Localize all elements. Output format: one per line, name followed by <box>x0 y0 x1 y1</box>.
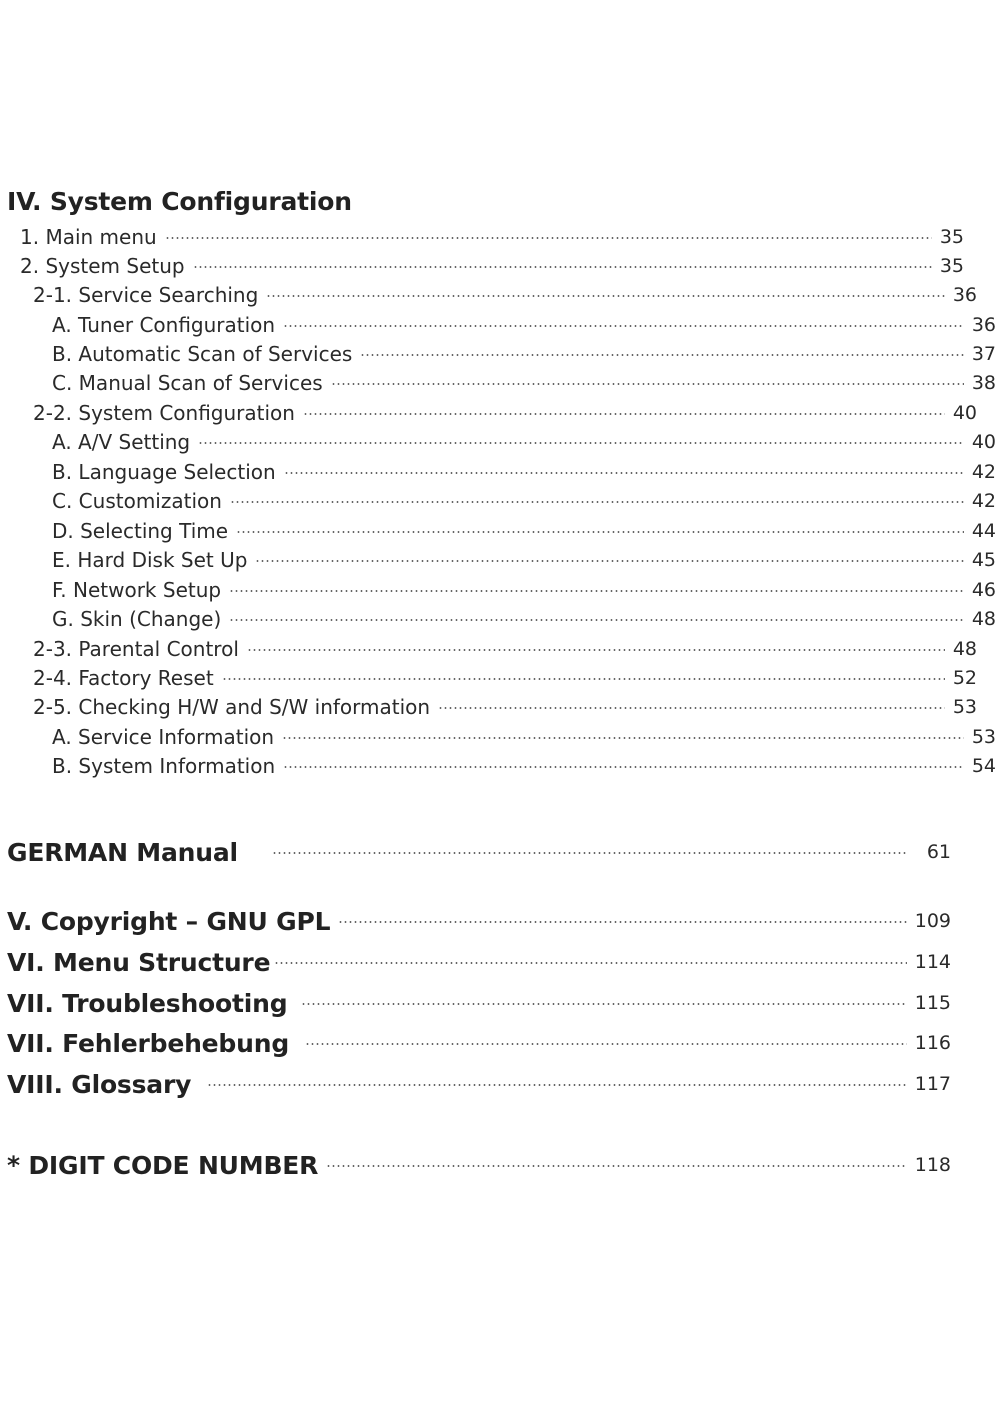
section-heading: IV. System Configuration <box>7 187 352 216</box>
dot-leader <box>331 383 964 385</box>
toc-entry-page: 35 <box>939 254 964 277</box>
toc-entry-page: 114 <box>914 951 951 973</box>
dot-leader <box>230 501 964 503</box>
toc-entry-page: 118 <box>914 1154 951 1176</box>
toc-major-entry[interactable] <box>0 1147 951 1183</box>
toc-entry-label: A. Service Information <box>52 724 275 749</box>
toc-entry-page: 35 <box>939 225 964 248</box>
toc-entry-label: D. Selecting Time <box>52 518 229 543</box>
toc-entry[interactable] <box>0 516 996 545</box>
toc-entry-label: G. Skin (Change) <box>52 606 222 631</box>
toc-entry-page: 36 <box>971 313 996 336</box>
toc-entry-page: 52 <box>952 666 977 689</box>
toc-major-entry[interactable] <box>0 985 951 1021</box>
toc-entry-label: F. Network Setup <box>52 577 222 602</box>
dot-leader <box>247 649 945 651</box>
toc-entry-label: A. Tuner Configuration <box>52 312 276 337</box>
toc-entry-label: 2-4. Factory Reset <box>33 665 214 690</box>
toc-major-entry[interactable] <box>0 944 951 980</box>
toc-entry-label: B. System Information <box>52 753 276 778</box>
toc-entry-page: 36 <box>952 283 977 306</box>
dot-leader <box>272 852 907 854</box>
toc-entry-page: 48 <box>952 637 977 660</box>
toc-entry[interactable] <box>0 575 996 604</box>
dot-leader <box>326 1165 907 1167</box>
toc-entry-label: 2-3. Parental Control <box>33 636 239 661</box>
dot-leader <box>438 707 945 709</box>
dot-leader <box>222 678 945 680</box>
toc-entry[interactable] <box>0 634 977 663</box>
toc-entry[interactable] <box>0 545 996 574</box>
toc-entry-label: VI. Menu Structure <box>7 947 271 977</box>
toc-entry-label: B. Language Selection <box>52 459 276 484</box>
toc-entry[interactable] <box>0 427 996 456</box>
toc-entry-label: VII. Troubleshooting <box>7 988 288 1018</box>
toc-entry-page: 117 <box>914 1073 951 1095</box>
dot-leader <box>236 531 964 533</box>
toc-entry-page: 45 <box>971 548 996 571</box>
toc-entry[interactable] <box>0 604 996 633</box>
toc-entry-page: 37 <box>971 342 996 365</box>
dot-leader <box>207 1084 907 1086</box>
toc-major-entry[interactable] <box>0 1066 951 1102</box>
toc-entry-label: 2-2. System Configuration <box>33 400 295 425</box>
dot-leader <box>283 766 964 768</box>
toc-entry-page: 61 <box>926 841 951 863</box>
toc-entry[interactable] <box>0 722 996 751</box>
dot-leader <box>301 1003 907 1005</box>
toc-entry-page: 40 <box>952 401 977 424</box>
toc-entry-page: 48 <box>971 607 996 630</box>
toc-entry[interactable] <box>0 339 996 368</box>
toc-entry-label: VIII. Glossary <box>7 1069 192 1099</box>
toc-entry-page: 115 <box>914 992 951 1014</box>
toc-entry-page: 44 <box>971 519 996 542</box>
toc-entry-page: 109 <box>914 910 951 932</box>
toc-entry[interactable] <box>0 486 996 515</box>
toc-entry-label: 1. Main menu <box>20 224 157 249</box>
toc-entry-page: 116 <box>914 1032 951 1054</box>
toc-entry[interactable] <box>0 457 996 486</box>
dot-leader <box>282 737 964 739</box>
toc-entry-page: 54 <box>971 754 996 777</box>
dot-leader <box>283 325 964 327</box>
dot-leader <box>229 590 964 592</box>
toc-entry-page: 42 <box>971 460 996 483</box>
dot-leader <box>266 295 945 297</box>
toc-entry-label: 2-1. Service Searching <box>33 282 259 307</box>
dot-leader <box>198 442 964 444</box>
dot-leader <box>305 1043 907 1045</box>
toc-entry-page: 53 <box>971 725 996 748</box>
toc-entry-label: C. Manual Scan of Services <box>52 370 323 395</box>
toc-entry[interactable] <box>0 280 977 309</box>
toc-entry-label: A. A/V Setting <box>52 429 191 454</box>
toc-entry-label: GERMAN Manual <box>7 837 238 867</box>
toc-entry[interactable] <box>0 692 977 721</box>
toc-entry-label: E. Hard Disk Set Up <box>52 547 248 572</box>
toc-major-entry[interactable] <box>0 834 951 870</box>
toc-entry-label: B. Automatic Scan of Services <box>52 341 353 366</box>
toc-entry-label: 2. System Setup <box>20 253 185 278</box>
toc-entry-page: 38 <box>971 371 996 394</box>
toc-entry-label: 2-5. Checking H/W and S/W information <box>33 694 431 719</box>
toc-entry-page: 40 <box>971 430 996 453</box>
dot-leader <box>284 472 964 474</box>
toc-entry-page: 46 <box>971 578 996 601</box>
toc-entry-label: VII. Fehlerbehebung <box>7 1028 290 1058</box>
dot-leader <box>360 354 964 356</box>
dot-leader <box>338 921 907 923</box>
toc-entry-label: V. Copyright – GNU GPL <box>7 906 331 936</box>
toc-entry-label: * DIGIT CODE NUMBER <box>7 1150 319 1180</box>
dot-leader <box>229 619 964 621</box>
toc-entry-page: 42 <box>971 489 996 512</box>
toc-entry[interactable] <box>0 222 964 251</box>
toc-entry-page: 53 <box>952 695 977 718</box>
toc-entry[interactable] <box>0 251 964 280</box>
dot-leader <box>303 413 945 415</box>
toc-entry[interactable] <box>0 368 996 397</box>
toc-entry[interactable] <box>0 751 996 780</box>
toc-entry[interactable] <box>0 310 996 339</box>
toc-entry[interactable] <box>0 398 977 427</box>
toc-entry-label: C. Customization <box>52 488 222 513</box>
dot-leader <box>255 560 964 562</box>
toc-major-entry[interactable] <box>0 903 951 939</box>
toc-major-entry[interactable] <box>0 1025 951 1061</box>
toc-entry[interactable] <box>0 663 977 692</box>
dot-leader <box>165 237 932 239</box>
dot-leader <box>193 266 932 268</box>
dot-leader <box>274 962 907 964</box>
